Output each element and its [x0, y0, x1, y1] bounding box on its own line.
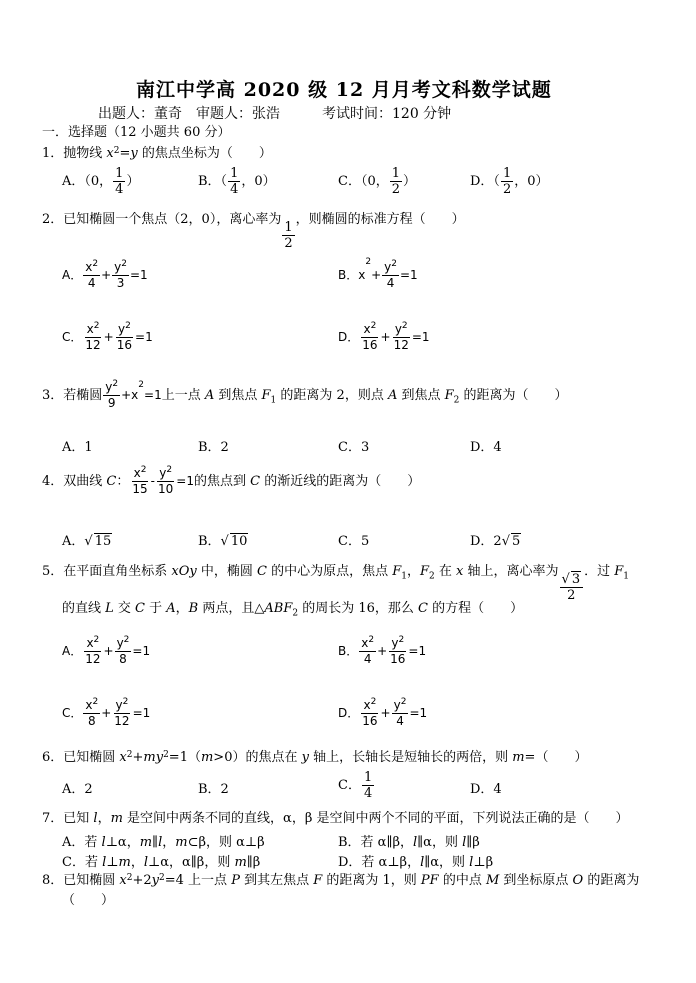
q3-option-c: C．3: [338, 440, 370, 455]
q4-option-d: D．2√ 5: [470, 534, 521, 549]
question-8-line-1: 8．已知椭圆 $x^2+2y^2=4$ 上一点 P 到其左焦点 F 的距离为 1，则 PF 的中点 M 到坐标原点 O 的距离为: [42, 873, 640, 888]
q6-option-a: A．2: [62, 782, 93, 797]
question-1-stem: 1．抛物线 $x^2=y$ 的焦点坐标为（ ）: [42, 146, 272, 161]
question-8-line-2: （ ）: [62, 893, 115, 908]
question-4-stem: 4．双曲线 C： $\frac{x^2}{15}$ - $\frac{y^2}{10}$ =1的焦点到 C 的渐近线的距离为（ ）: [42, 465, 421, 496]
q4-option-c: C．5: [338, 534, 370, 549]
q4-option-b: B．√ 10: [198, 534, 248, 549]
question-5-line-1: 5．在平面直角坐标系 xOy 中，椭圆 C 的中心为原点，焦点 $F_1$，$F_2$ 在 x 轴上，离心率为 $\frac{√ 3}{2}$ ．过 $F_1$: [42, 564, 630, 603]
question-2-stem: 2．已知椭圆一个焦点（2，0），离心率为 $\frac{1}{2}$ ，则椭圆的标准方程（ ）: [42, 212, 465, 251]
q6-option-d: D．4: [470, 782, 502, 797]
q1-option-c: C．（0， $\frac{1}{2}$ ）: [338, 166, 417, 197]
q2-stem-part-a: 2．已知椭圆一个焦点（2，0），离心率为: [42, 212, 282, 227]
q3-option-d: D．4: [470, 440, 502, 455]
q7-option-b: B．若 α∥β，l∥α，则 l∥β: [338, 835, 480, 850]
exam-authors: 出题人：董奇 审题人：张浩 考试时间：120 分钟: [98, 106, 452, 122]
q2-option-b: B．$x^2+$ $\frac{y^2}{4}$ =1: [338, 257, 418, 290]
q2-option-d: D． $\frac{x^2}{16}$ + $\frac{y^2}{12}$ =1: [338, 321, 430, 352]
q4-option-a: A．√ 15: [62, 534, 112, 549]
q2-option-c: C． $\frac{x^2}{12}$ + $\frac{y^2}{16}$ =1: [62, 321, 153, 352]
section-heading: 一．选择题（12 小题共 60 分）: [42, 125, 231, 140]
exam-title: 南江中学高 2020 级 12 月月考文科数学试题: [136, 79, 552, 101]
q5-option-d: D． $\frac{x^2}{16}$ + $\frac{y^2}{4}$ =1: [338, 697, 428, 728]
q7-option-c: C．若 l⊥m，l⊥α，α∥β，则 m∥β: [62, 855, 261, 870]
q2-stem-part-b: ，则椭圆的标准方程（ ）: [295, 212, 465, 227]
question-3-stem: 3．若椭圆 $\frac{y^2}{9}$ $+x^2=1$上一点 A 到焦点 $F_1$ 的距离为 2，则点 A 到焦点 $F_2$ 的距离为（ ）: [42, 379, 568, 410]
q6-option-b: B．2: [198, 782, 229, 797]
q7-option-a: A．若 l⊥α，m∥l，m⊂β，则 α⊥β: [62, 835, 265, 850]
q5-option-c: C． $\frac{x^2}{8}$ + $\frac{y^2}{12}$ =1: [62, 697, 151, 728]
q3-option-b: B．2: [198, 440, 229, 455]
q5-option-a: A． $\frac{x^2}{12}$ + $\frac{y^2}{8}$ =1: [62, 635, 151, 666]
q1-option-b: B．（ $\frac{1}{4}$ ，0）: [198, 166, 276, 197]
q3-option-a: A．1: [62, 440, 93, 455]
question-7-stem: 7．已知 l，m 是空间中两条不同的直线，α，β 是空间中两个不同的平面，下列说法正确的是（ ）: [42, 811, 629, 826]
q6-option-c: C． $\frac{1}{4}$: [338, 770, 373, 801]
question-5-line-2: 的直线 L 交 C 于 A，B 两点，且$\triangle ABF_2$ 的周长为 16，那么 C 的方程（ ）: [62, 601, 524, 619]
q2-option-a: A． $\frac{x^2}{4}$ + $\frac{y^2}{3}$ =1: [62, 259, 148, 290]
q1-option-a: A．（0， $\frac{1}{4}$ ）: [62, 166, 140, 197]
question-6-stem: 6．已知椭圆 $x^2+my^2=1(m>0)$的焦点在 y 轴上，长轴长是短轴长的两倍，则 m=（ ）: [42, 750, 588, 765]
q5-option-b: B． $\frac{x^2}{4}$ + $\frac{y^2}{16}$ =1: [338, 635, 427, 666]
q7-option-d: D．若 α⊥β，l∥α，则 l⊥β: [338, 855, 494, 870]
q1-option-d: D．（ $\frac{1}{2}$ ，0）: [470, 166, 549, 197]
